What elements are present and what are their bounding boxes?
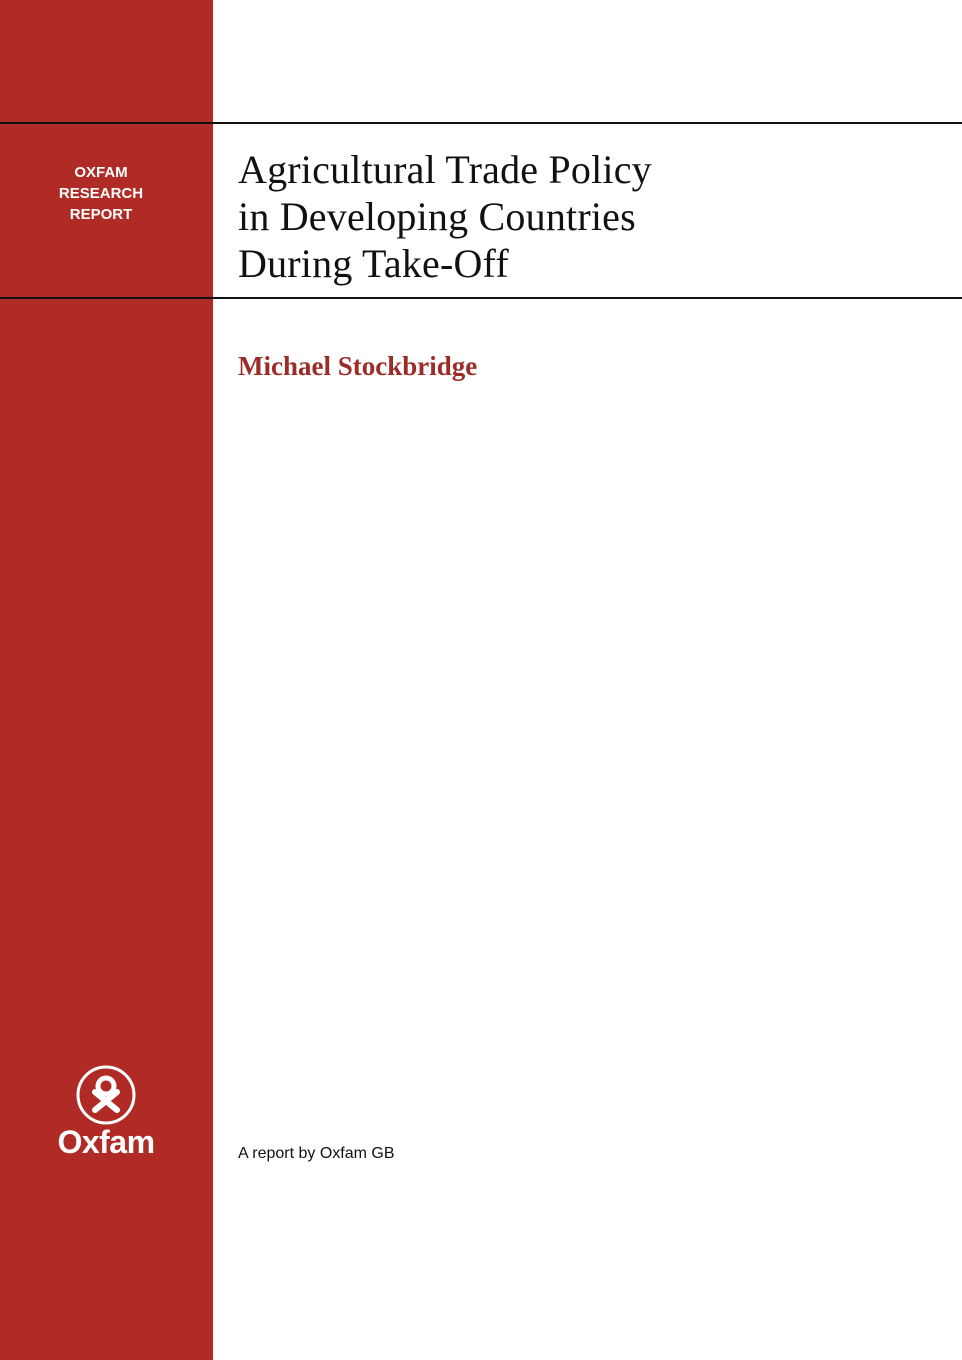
publisher-note: A report by Oxfam GB xyxy=(238,1145,395,1162)
oxfam-logo-icon xyxy=(75,1064,137,1126)
series-line-3: REPORT xyxy=(69,206,133,223)
oxfam-wordmark: Oxfam xyxy=(57,1124,155,1160)
report-title xyxy=(238,146,938,287)
top-rule xyxy=(0,122,962,124)
title-line-2: in Developing Countries xyxy=(238,194,636,239)
series-label xyxy=(0,162,202,225)
bottom-rule xyxy=(0,297,962,299)
title-line-3: During Take-Off xyxy=(238,241,509,286)
author-name: Michael Stockbridge xyxy=(238,351,478,381)
title-line-1: Agricultural Trade Policy xyxy=(238,147,652,192)
series-line-1: OXFAM xyxy=(74,164,128,181)
series-line-2: RESEARCH xyxy=(58,185,144,202)
